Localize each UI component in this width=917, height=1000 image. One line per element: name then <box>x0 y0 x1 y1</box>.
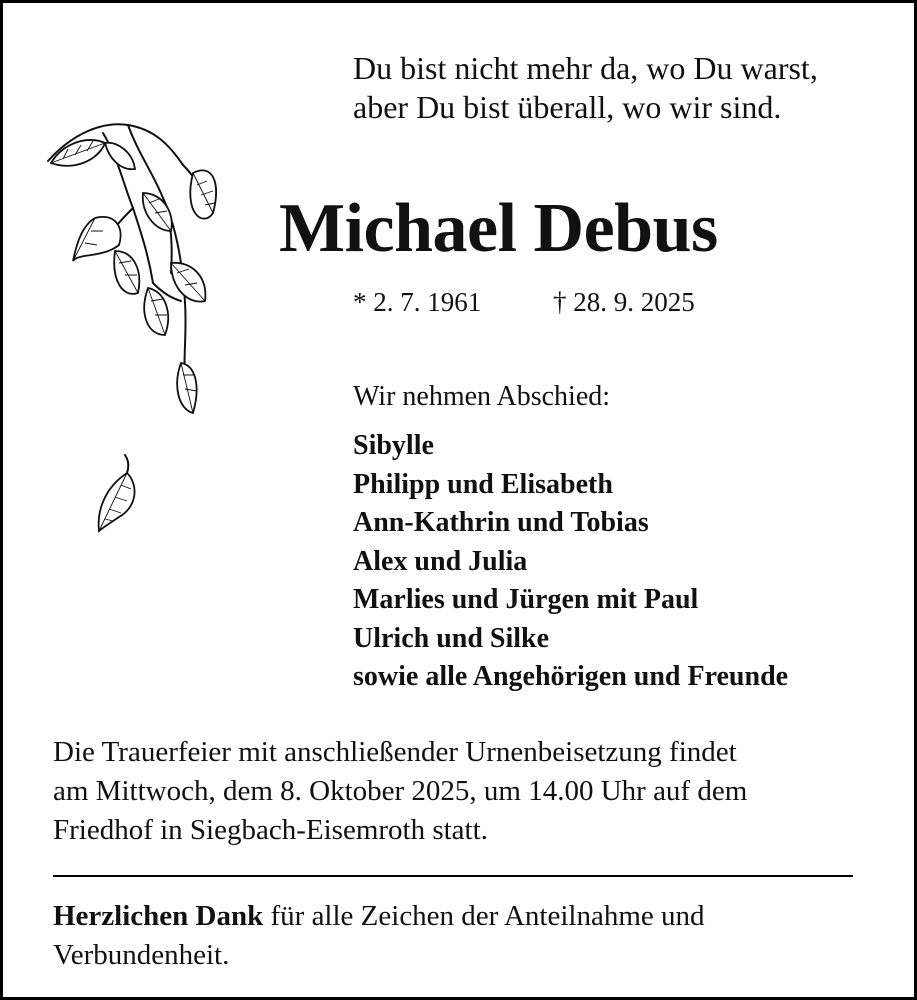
mourner-entry: sowie alle Angehörigen und Freunde <box>353 661 789 692</box>
service-line: Die Trauerfeier mit anschließender Urnenbeisetzung findet <box>53 736 737 768</box>
mourner-entry: Sibylle <box>353 430 434 461</box>
mourner-entry: Philipp und Elisabeth <box>353 468 613 500</box>
deceased-name: Michael Debus <box>279 190 718 267</box>
divider <box>53 875 853 877</box>
thanks-note <box>53 897 873 975</box>
thanks-line: Verbundenheit. <box>53 939 230 971</box>
thanks-line <box>53 897 873 936</box>
quote-line: aber Du bist überall, wo wir sind. <box>353 89 782 125</box>
mourner-entry: Alex und Julia <box>353 545 528 577</box>
mourner-entry: Ulrich und Silke <box>353 622 550 654</box>
service-line: Friedhof in Siegbach-Eisemroth statt. <box>53 814 488 846</box>
death-date: † 28. 9. 2025 <box>553 287 695 317</box>
leaf-icon <box>93 451 143 536</box>
funeral-service-info <box>53 733 873 850</box>
thanks-text: für alle Zeichen der Anteilnahme und <box>263 900 705 932</box>
farewell-heading: Wir nehmen Abschied: <box>353 381 611 412</box>
birth-date: * 2. 7. 1961 <box>353 287 482 317</box>
mourner-entry: Ann-Kathrin und Tobias <box>353 507 649 538</box>
mourner-entry: Marlies und Jürgen mit Paul <box>353 584 699 615</box>
service-line: am Mittwoch, dem 8. Oktober 2025, um 14.00 Uhr auf dem <box>53 775 748 807</box>
memorial-quote <box>353 49 818 127</box>
life-dates <box>353 287 695 317</box>
quote-line: Du bist nicht mehr da, wo Du warst, <box>353 50 818 86</box>
mourners-list <box>353 427 788 697</box>
birch-branch-icon <box>43 113 233 433</box>
thanks-bold: Herzlichen Dank <box>53 900 264 932</box>
